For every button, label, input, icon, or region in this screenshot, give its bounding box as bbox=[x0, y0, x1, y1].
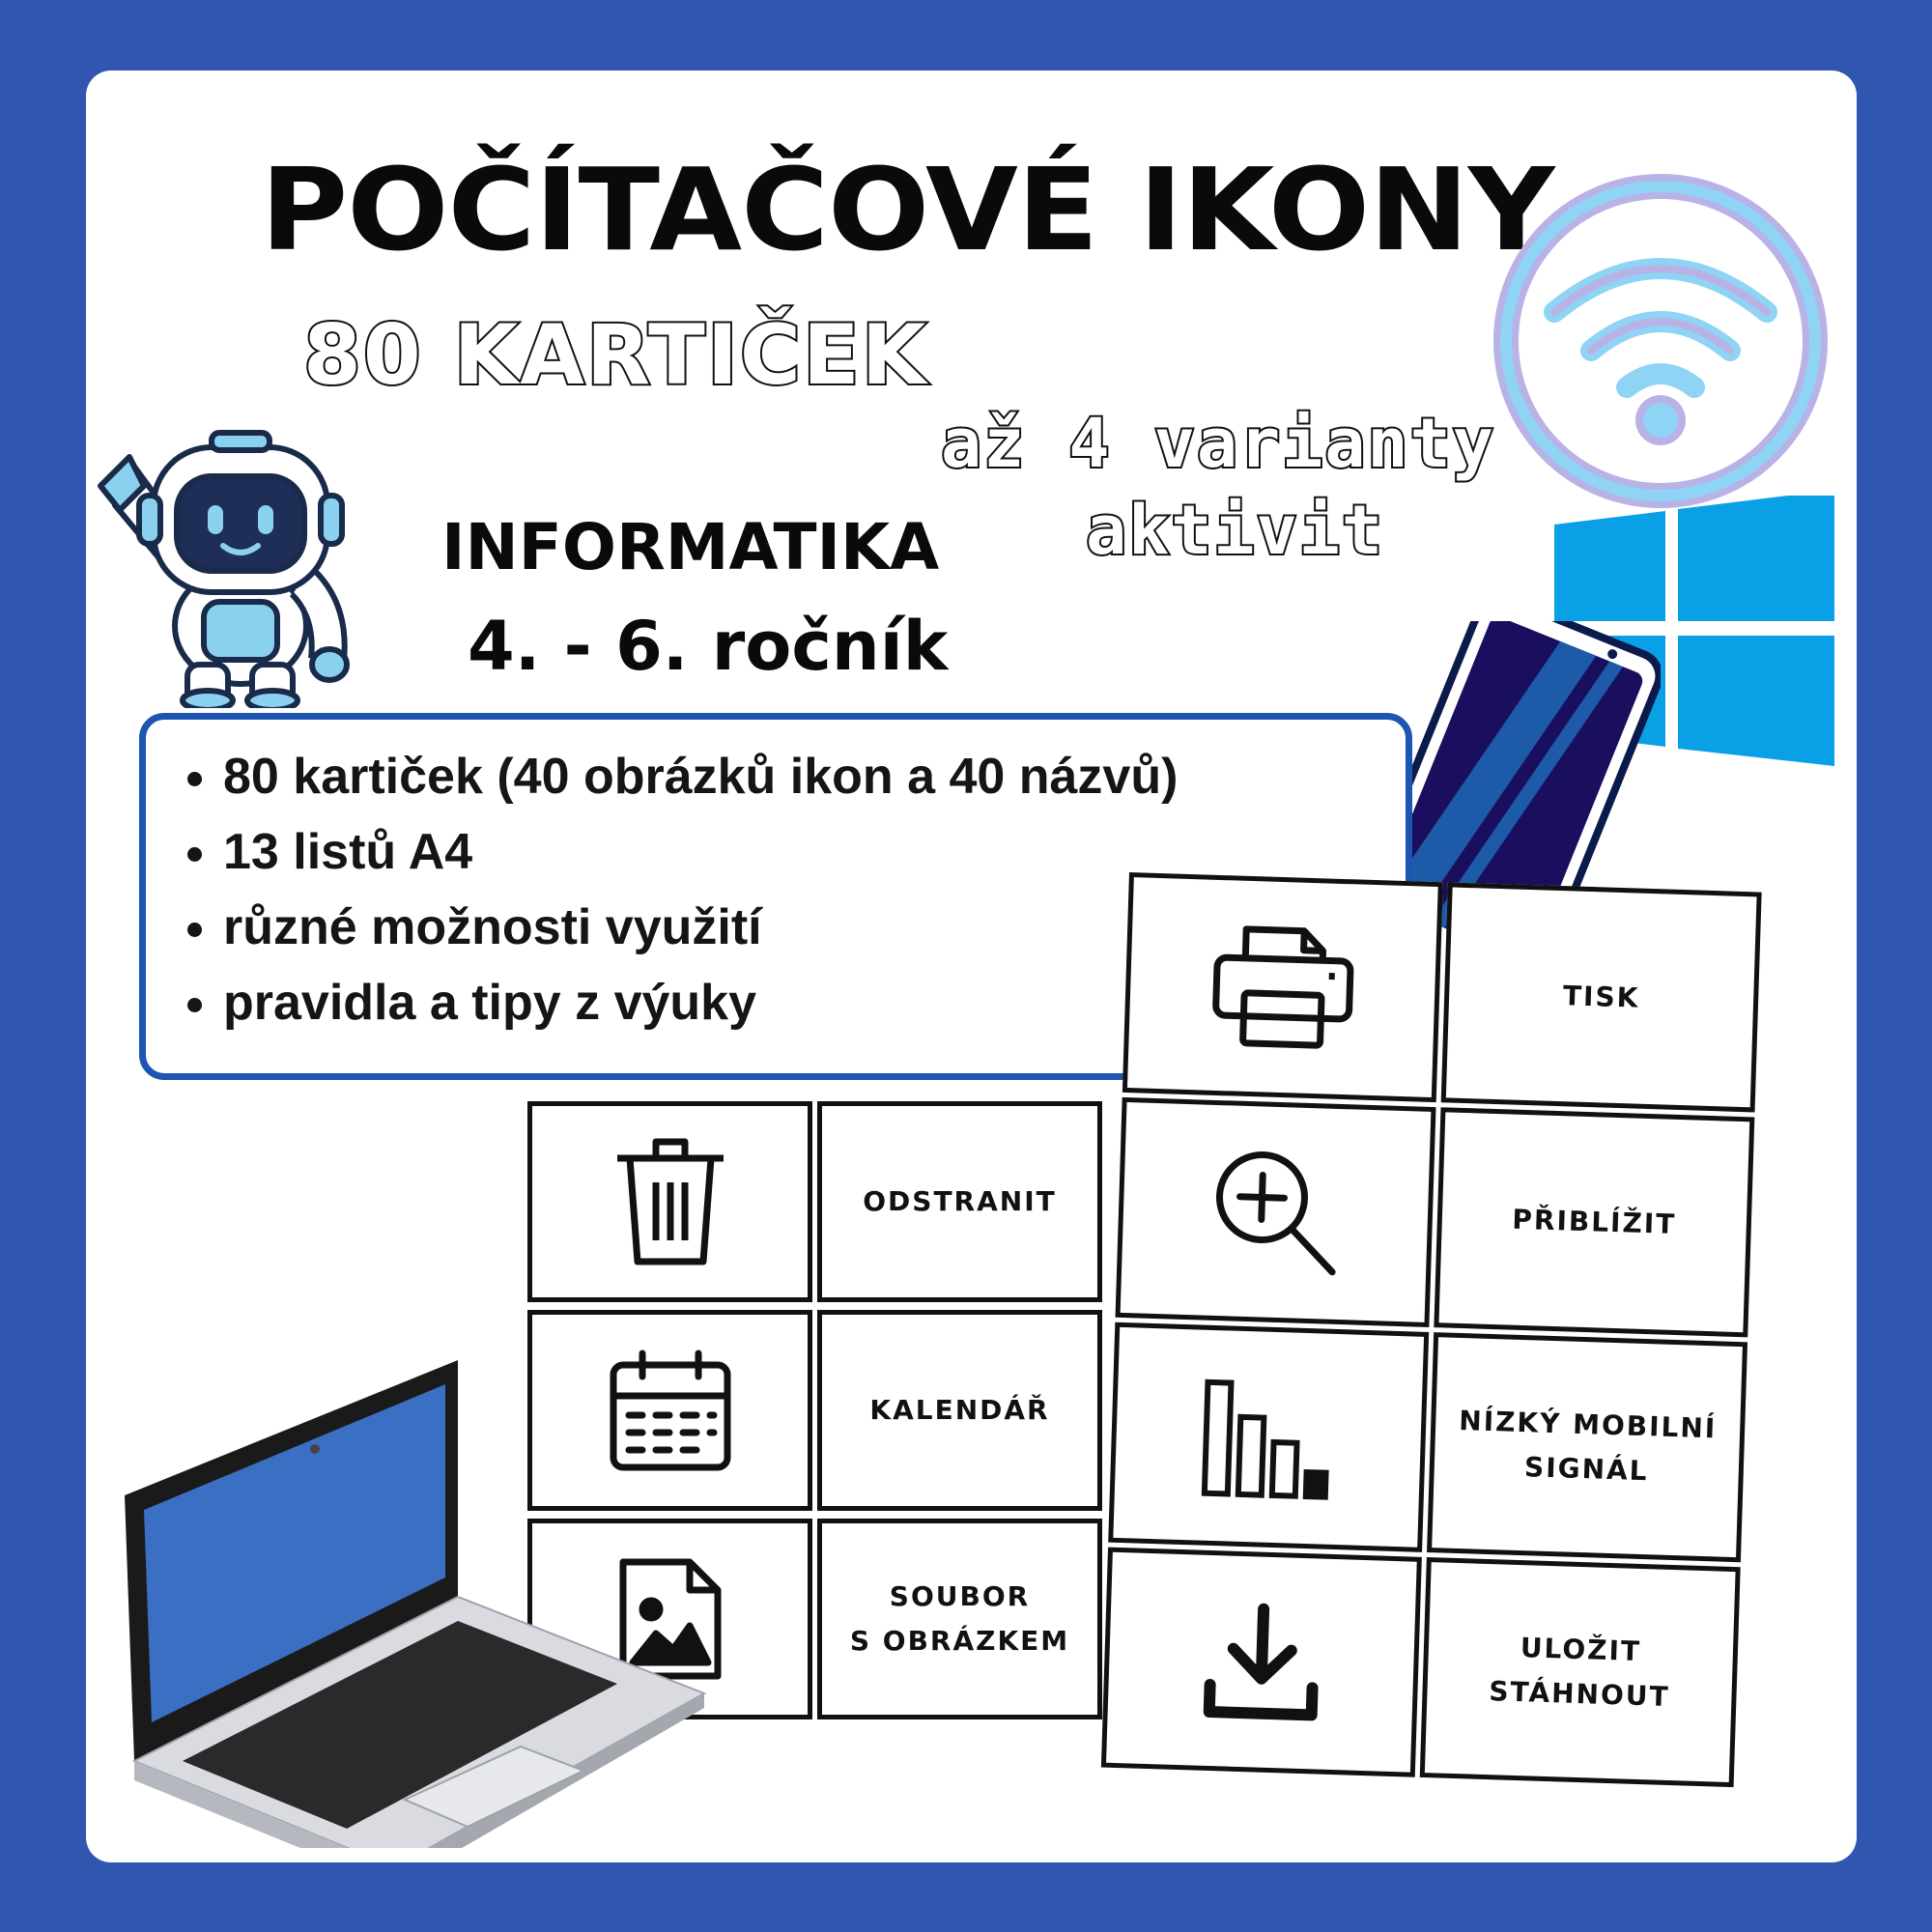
trash-icon bbox=[612, 1134, 728, 1269]
card-label: NÍZKÝ MOBILNÍ SIGNÁL bbox=[1458, 1405, 1718, 1488]
zoom-in-icon bbox=[1206, 1143, 1345, 1282]
card-label: SOUBOR S OBRÁZKEM bbox=[849, 1580, 1070, 1657]
card-icon-printer bbox=[1122, 872, 1443, 1102]
card-label: KALENDÁŘ bbox=[869, 1394, 1050, 1426]
card-label-download bbox=[1420, 1557, 1741, 1787]
feature-item: • 13 listů A4 bbox=[223, 814, 1406, 890]
card-label-signal bbox=[1427, 1332, 1747, 1562]
card-label-trash bbox=[817, 1101, 1102, 1302]
card-label-zoom bbox=[1434, 1107, 1754, 1337]
card-icon-download bbox=[1101, 1548, 1422, 1777]
variants-text: až 4 varianty bbox=[941, 404, 1495, 483]
feature-item: • pravidla a tipy z výuky bbox=[223, 965, 1406, 1040]
card-label-calendar bbox=[817, 1310, 1102, 1511]
robot-mascot bbox=[96, 428, 385, 708]
feature-item: • 80 kartiček (40 obrázků ikon a 40 názvů) bbox=[223, 739, 1406, 814]
card-icon-zoom bbox=[1116, 1097, 1436, 1327]
card-label-image-file bbox=[817, 1519, 1102, 1719]
subject-label: INFORMATIKA bbox=[441, 510, 940, 584]
feature-item: • různé možnosti využití bbox=[223, 890, 1406, 965]
grade-label: 4. - 6. ročník bbox=[468, 607, 949, 686]
laptop-illustration bbox=[115, 1268, 714, 1848]
card-label: PŘIBLÍŽIT bbox=[1511, 1203, 1677, 1240]
card-label-printer bbox=[1441, 882, 1762, 1112]
card-label: ODSTRANIT bbox=[863, 1185, 1057, 1217]
card-icon-signal bbox=[1108, 1322, 1429, 1552]
low-signal-icon bbox=[1194, 1372, 1343, 1502]
printer-icon bbox=[1208, 923, 1357, 1053]
card-sheet-right bbox=[1099, 872, 1786, 1859]
wifi-icon bbox=[1487, 167, 1834, 515]
page-title: POČÍTAČOVÉ IKONY bbox=[260, 143, 1554, 276]
cover-card bbox=[86, 71, 1857, 1862]
subtitle-card-count: 80 KARTIČEK bbox=[303, 307, 928, 404]
card-label: ULOŽIT STÁHNOUT bbox=[1488, 1632, 1671, 1713]
download-icon bbox=[1197, 1598, 1326, 1727]
variants-text-2: aktivit bbox=[1086, 491, 1385, 570]
card-label: TISK bbox=[1562, 980, 1640, 1014]
